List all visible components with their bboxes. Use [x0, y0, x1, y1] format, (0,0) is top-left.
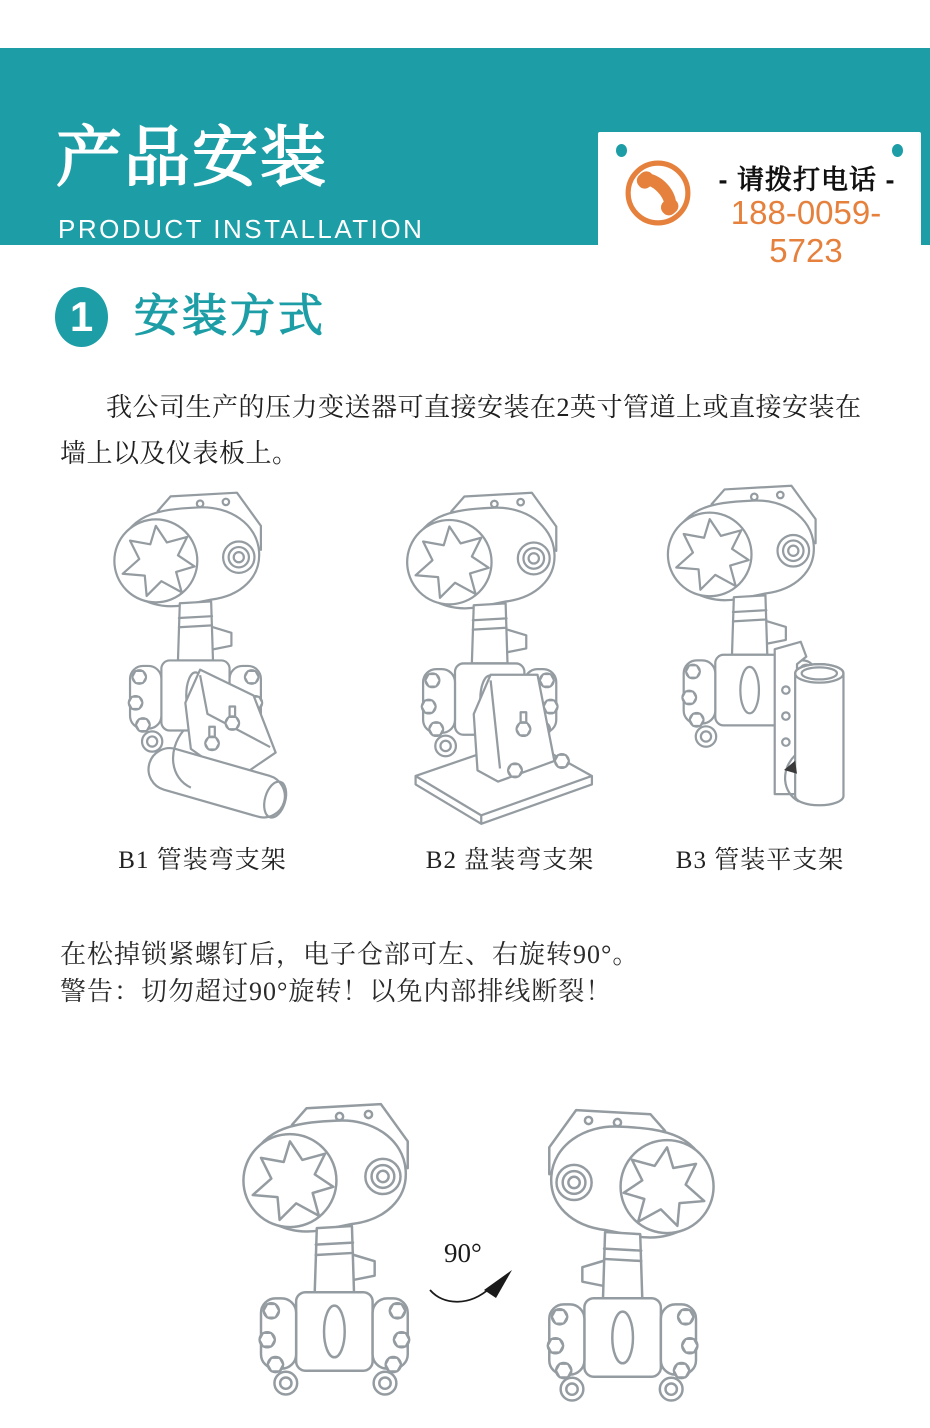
- rotation-note-line2: 警告：切勿超过90°旋转！以免内部排线断裂！: [60, 977, 613, 1006]
- screw-dot-icon: [892, 144, 903, 157]
- transmitter-drawing-after-rotation: [510, 1106, 727, 1416]
- phone-card[interactable]: [598, 132, 921, 269]
- screw-dot-icon: [616, 144, 627, 157]
- header-banner: [0, 48, 930, 269]
- transmitter-drawing-b2: [378, 489, 622, 836]
- page-subtitle: PRODUCT INSTALLATION: [58, 214, 425, 244]
- call-cta-label: - 请拨打电话 -: [718, 165, 896, 195]
- figure-label-b2: B2 盘装弯支架: [425, 847, 595, 874]
- transmitter-drawing-b3: [665, 482, 851, 835]
- rotation-note: [60, 936, 860, 1010]
- section-number-badge: [55, 287, 108, 347]
- intro-paragraph: 我公司生产的压力变送器可直接安装在2英寸管道上或直接安装在墙上以及仪表板上。: [60, 393, 862, 468]
- figure-label-b3: B3 管装平支架: [675, 847, 845, 874]
- transmitter-drawing-b1: [95, 489, 307, 830]
- phone-handset-icon: [624, 159, 692, 227]
- rotation-note-line1: 在松掉锁紧螺钉后，电子仓部可左、右旋转90°。: [60, 940, 640, 969]
- rotation-angle-label: 90°: [444, 1238, 482, 1268]
- figure-label-b1: B1 管装弯支架: [118, 847, 287, 874]
- page-title: 产品安装: [56, 120, 328, 194]
- section-number: 1: [69, 293, 94, 340]
- section-heading: 安装方式: [134, 290, 327, 341]
- rotation-arrow-icon: [424, 1262, 520, 1306]
- phone-number[interactable]: 188-0059-5723: [730, 194, 882, 269]
- transmitter-drawing-before-rotation: [230, 1100, 447, 1410]
